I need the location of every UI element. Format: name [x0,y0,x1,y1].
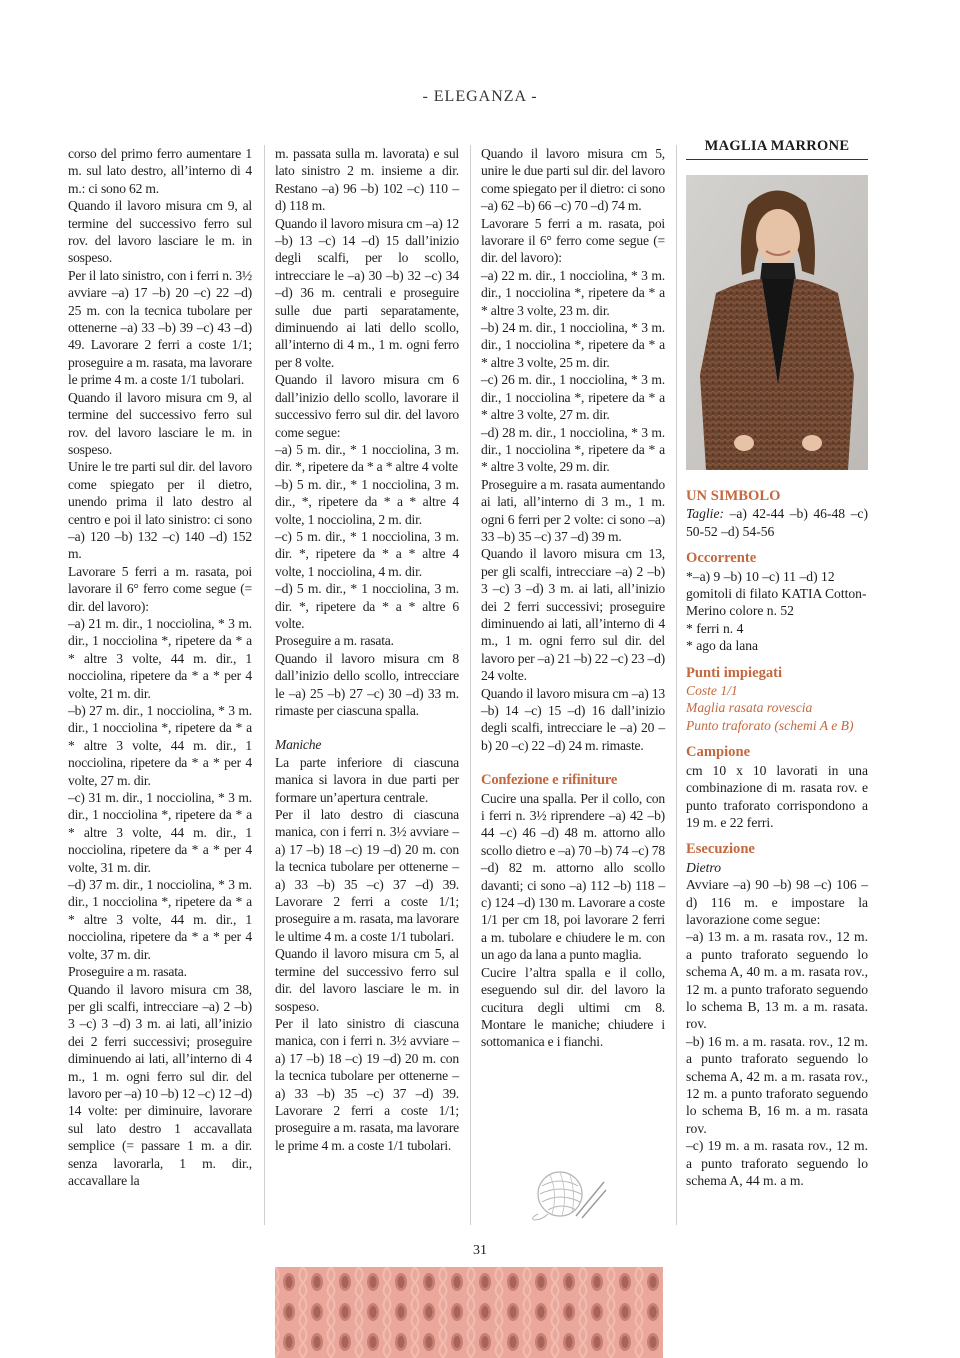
paragraph: m. passata sulla m. lavorata) e sul lato sinistro 2 m. insieme a dir. Restano –a) 96 –b) 102 –c) 110 –d) 118 m. [275,146,459,214]
paragraph: Cucire l’altra spalla e il collo, eseguendo sul dir. del lavoro la cucitura degli ultimi cm 8. Montare le maniche; chiudere i sottomanica e i fianchi. [481,964,665,1050]
paragraph: Lavorare 5 ferri a m. rasata, poi lavorare il 6° ferro come segue (= dir. del lavoro): [68,563,252,614]
paragraph: Proseguire a m. rasata aumentando ai lati, all’interno di 3 m., 1 m. ogni 6 ferri per 2 volte: ci sono –a) 33 –b) 35 –c) 37 –d) 39 m. [481,476,665,544]
pattern-title: MAGLIA MARRONE [686,138,868,160]
esecuzione-title: Esecuzione [686,841,755,858]
punti-item: Punto traforato (schemi A e B) [686,717,854,733]
paragraph: –b) 24 m. dir., 1 nocciolina, * 3 m. dir., 1 nocciolina *, ripetere da * a * altre 3 volte, 25 m. dir. [481,320,665,370]
paragraph: Proseguire a m. rasata. [275,633,394,649]
paragraph: –a) 13 m. a m. rasata rov., 12 m. a punto traforato seguendo lo schema A, 40 m. a m. rasata rov., 12 m. a punto traforato seguendo lo schema B, 13 m. a m. rasata. rov. [686,929,868,1032]
yarn-ball-icon [528,1162,608,1222]
page-number: 31 [473,1243,487,1258]
occorrente-item: * ago da lana [686,638,759,654]
paragraph: Per il lato sinistro di ciascuna manica, con i ferri n. 3½ avviare –a) 17 –b) 18 –c) 19 –d) 20 m. con la tecnica tubolare per ottenerne –a) 33 –b) 35 –c) 37 –d) 39. Lavorare 2 ferri a coste 1/1; proseguire a m. rasata, ma lavorare le prime 4 m. a coste 1/1 tubolari. [275,1015,459,1153]
sizes-value: –a) 42-44 –b) 46-48 –c) 50-52 –d) 54-56 [686,506,868,539]
paragraph: Quando il lavoro misura cm 9, al termine del successivo ferro sul rov. del lavoro lasciare le m. in sospeso. [68,198,252,266]
paragraph: Avviare –a) 90 –b) 98 –c) 106 –d) 116 m. e impostare la lavorazione come segue: [686,877,868,927]
column-divider [676,145,677,1225]
paragraph: –b) 27 m. dir., 1 nocciolina, * 3 m. dir., 1 nocciolina *, ripetere da * a * altre 3 volte, 44 m. dir., 1 nocciolina, ripetere da * a * per 4 volte, 27 m. dir. [68,703,252,788]
paragraph: Proseguire a m. rasata. [68,964,187,980]
occorrente-item: * ferri n. 4 [686,620,744,636]
model-photo [686,175,868,470]
paragraph: Per il lato destro di ciascuna manica, con i ferri n. 3½ avviare –a) 17 –b) 18 –c) 19 –d) 20 m. con la tecnica tubolare per ottenerne –a) 33 –b) 35 –c) 37 –d) 39. Lavorare 2 ferri a coste 1/1; proseguire a m. rasata, ma lavorare le ultime 4 m. a coste 1/1 tubolari. [275,807,459,944]
section-title-maniche: Maniche [275,737,322,753]
paragraph: Quando il lavoro misura cm –a) 12 –b) 13 –c) 14 –d) 15 dall’inizio degli scalfi, per lo scollo, intrecciare le –a) 30 –b) 32 –c) 34 –d) 36 m. centrali e proseguire sulle due parti separatamente, diminuendo ai lati dello scollo, all’interno di 4 m., 1 m. ogni ferro per 8 volte. [275,215,459,370]
column-divider [470,145,471,1225]
paragraph: Cucire una spalla. Per il collo, con i ferri n. 3½ riprendere –a) 42 –b) 44 –c) 46 –d) 48 m. attorno allo scollo dietro e –a) 70 –b) 74 –c) 78 –d) 82 m. attorno allo scollo davanti; ci sono –a) 112 –b) 118 –c) 124 –d) 130 m. Lavorare a coste 1/1 per cm 18, poi lavorare 2 ferri a m. tubolare e chiudere le m. con un ago da lana a punto maglia. [481,790,665,963]
punti-title: Punti impiegati [686,664,783,681]
dietro-title: Dietro [686,859,721,875]
paragraph: Unire le tre parti sul dir. del lavoro come spiegato per il dietro, unendo prima il lato destro al centro e poi il lato sinistro: ci sono –a) 120 –b) 132 –c) 140 –d) 152 m. [68,459,252,562]
paragraph: Quando il lavoro misura cm 8 dall’inizio dello scollo, intrecciare le –a) 25 –b) 27 –c) 30 –d) 33 m. rimaste per ciascuna spalla. [275,650,459,718]
section-title-confezione: Confezione e rifiniture [481,772,618,789]
paragraph: –c) 26 m. dir., 1 nocciolina, * 3 m. dir., 1 nocciolina *, ripetere da * a * altre 3 volte, 27 m. dir. [481,372,665,423]
paragraph: Per il lato sinistro, con i ferri n. 3½ avviare –a) 17 –b) 20 –c) 22 –d) 25 m. con la tecnica tubolare per ottenerne –a) 33 –b) 39 –c) 43 –d) 49. Lavorare 2 ferri a coste 1/1; proseguire a m. rasata, ma lavorare le prime 4 m. a coste 1/1 tubolari. [68,267,252,388]
paragraph: Quando il lavoro misura cm –a) 13 –b) 14 –c) 15 –d) 16 dall’inizio degli scalfi, intrecciare le –a) 20 –b) 20 –c) 22 –d) 24 m. rimaste. [481,685,665,753]
paragraph: –d) 5 m. dir., * 1 nocciolina, 3 m. dir. *, ripetere da * a * altre 6 volte. [275,581,459,631]
paragraph: –c) 5 m. dir., * 1 nocciolina, 3 m. dir. *, ripetere da * a * altre 4 volte, 1 nocciolina, 4 m. dir. [275,528,459,579]
sizes [686,505,868,540]
paragraph: Lavorare 5 ferri a m. rasata, poi lavorare il 6° ferro come segue (= dir. del lavoro): [481,215,665,266]
paragraph: –d) 37 m. dir., 1 nocciolina, * 3 m. dir., 1 nocciolina *, ripetere da * a * altre 3 volte, 44 m. dir., 1 nocciolina, ripetere da * a * per 4 volte, 37 m. dir. [68,877,252,962]
difficulty-title: UN SIMBOLO [686,488,781,504]
punti-item: Coste 1/1 [686,683,738,699]
occorrente-item: *–a) 9 –b) 10 –c) 11 –d) 12 gomitoli di filato KATIA Cotton-Merino colore n. 52 [686,568,867,619]
paragraph: –a) 5 m. dir., * 1 nocciolina, 3 m. dir. *, ripetere da * a * altre 4 volte [275,441,459,475]
campione-text: cm 10 x 10 lavorati in una combinazione di m. rasata rov. e punto traforato corrispondono a 19 m. e 22 ferri. [686,762,868,830]
paragraph: Quando il lavoro misura cm 9, al termine del successivo ferro sul rov. del lavoro lasciare le m. in sospeso. [68,389,252,457]
knit-swatch-photo [275,1267,663,1358]
text-column-1 [68,145,252,1189]
occorrente-title: Occorrente [686,550,757,567]
paragraph: corso del primo ferro aumentare 1 m. sul lato destro, all’interno di 4 m.: ci sono 62 m. [68,146,252,196]
paragraph: –d) 28 m. dir., 1 nocciolina, * 3 m. dir., 1 nocciolina *, ripetere da * a * altre 3 volte, 29 m. dir. [481,424,665,475]
paragraph: Quando il lavoro misura cm 6 dall’inizio dello scollo, lavorare il successivo ferro sul dir. del lavoro come segue: [275,372,459,440]
column-divider [264,145,265,1225]
sidebar-info [686,478,868,1189]
sizes-label: Taglie: [686,506,725,522]
punti-item: Maglia rasata rovescia [686,700,813,716]
paragraph: –c) 31 m. dir., 1 nocciolina, * 3 m. dir., 1 nocciolina *, ripetere da * a * altre 3 volte, 44 m. dir., 1 nocciolina, ripetere da * a * per 4 volte, 31 m. dir. [68,790,252,875]
text-column-3 [481,145,665,1051]
running-title: - ELEGANZA - [422,88,538,105]
paragraph: –c) 19 m. a m. rasata rov., 12 m. a punto traforato seguendo lo schema A, 44 m. a m. [686,1138,868,1189]
paragraph: –a) 22 m. dir., 1 nocciolina, * 3 m. dir., 1 nocciolina *, ripetere da * a * altre 3 volte, 23 m. dir. [481,267,665,318]
campione-title: Campione [686,744,751,761]
text-column-2 [275,145,459,1154]
paragraph: Quando il lavoro misura cm 5, unire le due parti sul dir. del lavoro come spiegato per il dietro: ci sono –a) 62 –b) 66 –c) 70 –d) 74 m. [481,146,665,214]
paragraph: La parte inferiore di ciascuna manica si lavora in due parti per formare un’apertura centrale. [275,754,459,805]
paragraph: –b) 5 m. dir., * 1 nocciolina, 3 m. dir., *, ripetere da * a * altre 4 volte, 1 nocciolina, 2 m. dir. [275,476,459,527]
paragraph: Quando il lavoro misura cm 13, per gli scalfi, intrecciare –a) 2 –b) 3 –c) 3 –d) 3 m. ai lati, all’inizio dei 2 ferri successivi; proseguire diminuendo ai lati, all’interno di 4 m., 1 m. ogni ferro sul dir. del lavoro per –a) 21 –b) 22 –c) 23 –d) 24 volte. [481,546,666,684]
paragraph: –a) 21 m. dir., 1 nocciolina, * 3 m. dir., 1 nocciolina *, ripetere da * a * altre 3 volte, 44 m. dir., 1 nocciolina, ripetere da * a * per 4 volte, 21 m. dir. [68,615,252,701]
paragraph: –b) 16 m. a m. rasata. rov., 12 m. a punto traforato seguendo lo schema A, 42 m. a m. rasata rov., 12 m. a punto traforato seguendo lo schema B, 16 m. a m. rasata rov. [686,1033,868,1136]
paragraph: Quando il lavoro misura cm 38, per gli scalfi, intrecciare –a) 2 –b) 3 –c) 3 –d) 3 m. ai lati, all’inizio dei 2 ferri successivi; proseguire diminuendo ai lati, all’interno di 4 m., 1 m. ogni ferro sul dir. del lavoro per –a) 10 –b) 12 –c) 12 –d) 14 volte: per diminuire, lavorare sul lato destro 1 accavallata semplice (= passare 1 m. a dir. senza lavorarla, 1 m. dir., accavallare la [68,981,253,1188]
paragraph: Quando il lavoro misura cm 5, al termine del successivo ferro sul dir. del lavoro lasciare le m. in sospeso. [275,946,459,1014]
